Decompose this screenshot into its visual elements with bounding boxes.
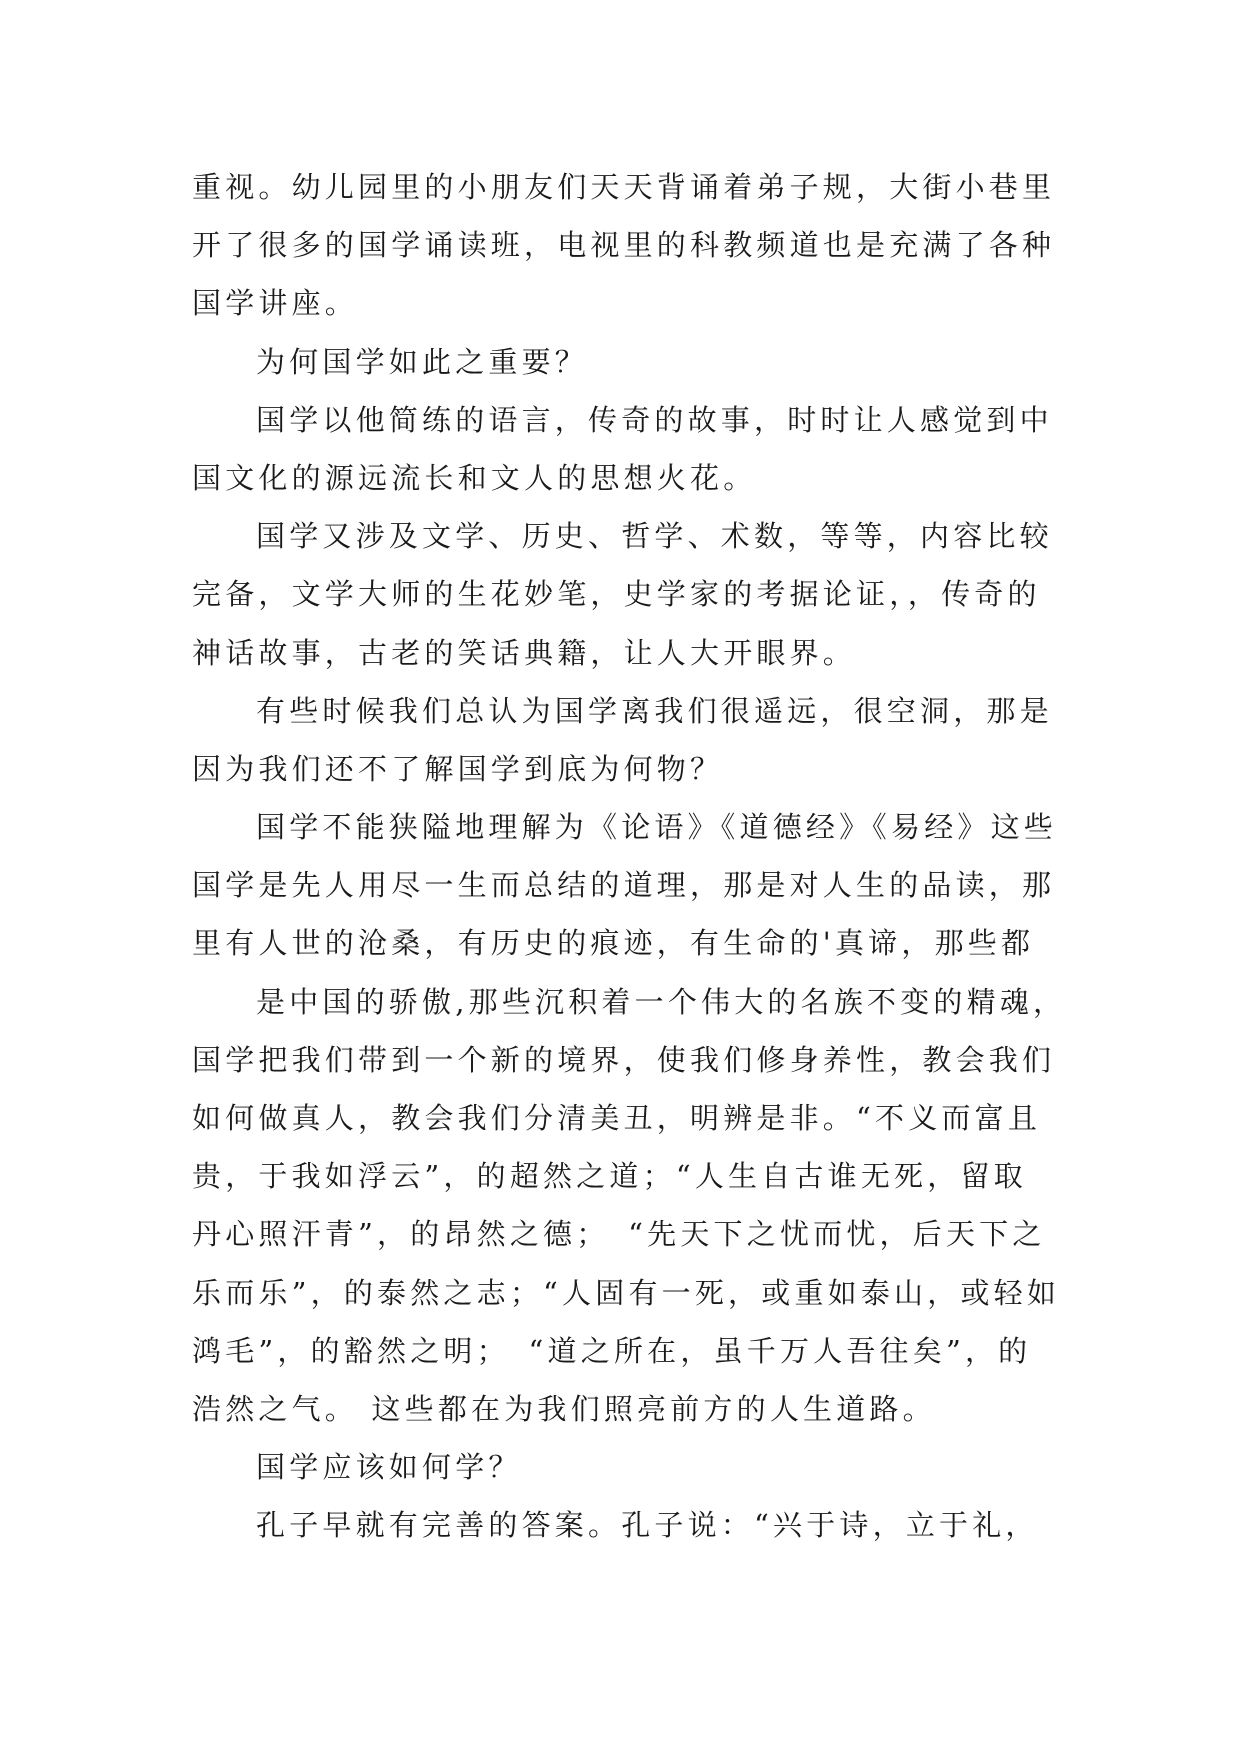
text-line: 如何做真人，教会我们分清美丑，明辨是非。“不义而富且: [192, 1101, 1042, 1135]
text-line: 因为我们还不了解国学到底为何物？: [192, 751, 724, 786]
paragraph-heading: 国学应该如何学？: [256, 1450, 522, 1485]
text-line: 国学以他简练的语言，传奇的故事，时时让人感觉到中: [256, 402, 1053, 437]
text-line: 国学讲座。: [192, 286, 359, 321]
text-line: 乐而乐”，的泰然之志；“人固有一死，或重如泰山，或轻如: [192, 1275, 1061, 1310]
text-line: 贵，于我如浮云”，的超然之道；“人生自古谁无死，留取: [192, 1159, 1027, 1194]
paragraph-heading: 为何国学如此之重要？: [256, 344, 589, 379]
text-line: 有些时候我们总认为国学离我们很遥远，很空洞，那是: [256, 693, 1053, 728]
text-line: 国学是先人用尽一生而总结的道理，那是对人生的品读，那: [192, 868, 1056, 903]
text-line: 浩然之气。 这些都在为我们照亮前方的人生道路。: [192, 1391, 936, 1426]
text-line: 丹心照汗青”，的昂然之德； “先天下之忧而忧，后天下之: [192, 1217, 1046, 1252]
text-line: 开了很多的国学诵读班，电视里的科教频道也是充满了各种: [192, 228, 1056, 263]
text-line: 鸿毛”，的豁然之明； “道之所在，虽千万人吾往矣”，的: [192, 1333, 1032, 1368]
text-line: 重视。幼儿园里的小朋友们天天背诵着弟子规，大街小巷里: [192, 170, 1056, 204]
text-line: 国学把我们带到一个新的境界，使我们修身养性，教会我们: [192, 1042, 1056, 1077]
text-line: 孔子早就有完善的答案。孔子说：“兴于诗，立于礼，: [256, 1508, 1039, 1543]
text-line: 里有人世的沧桑，有历史的痕迹，有生命的'真谛，那些都: [192, 926, 1035, 961]
text-line: 国学又涉及文学、历史、哲学、术数，等等，内容比较: [256, 519, 1053, 554]
text-line: 国文化的源远流长和文人的思想火花。: [192, 460, 757, 495]
text-line: 神话故事，古老的笑话典籍，让人大开眼界。: [192, 635, 857, 670]
text-line: 完备，文学大师的生花妙笔，史学家的考据论证，，传奇的: [192, 577, 1041, 612]
text-line: 是中国的骄傲,那些沉积着一个伟大的名族不变的精魂，: [256, 984, 1067, 1019]
document-body: [192, 158, 1067, 1555]
text-line: 国学不能狭隘地理解为《论语》《道德经》《易经》这些: [256, 810, 1058, 845]
